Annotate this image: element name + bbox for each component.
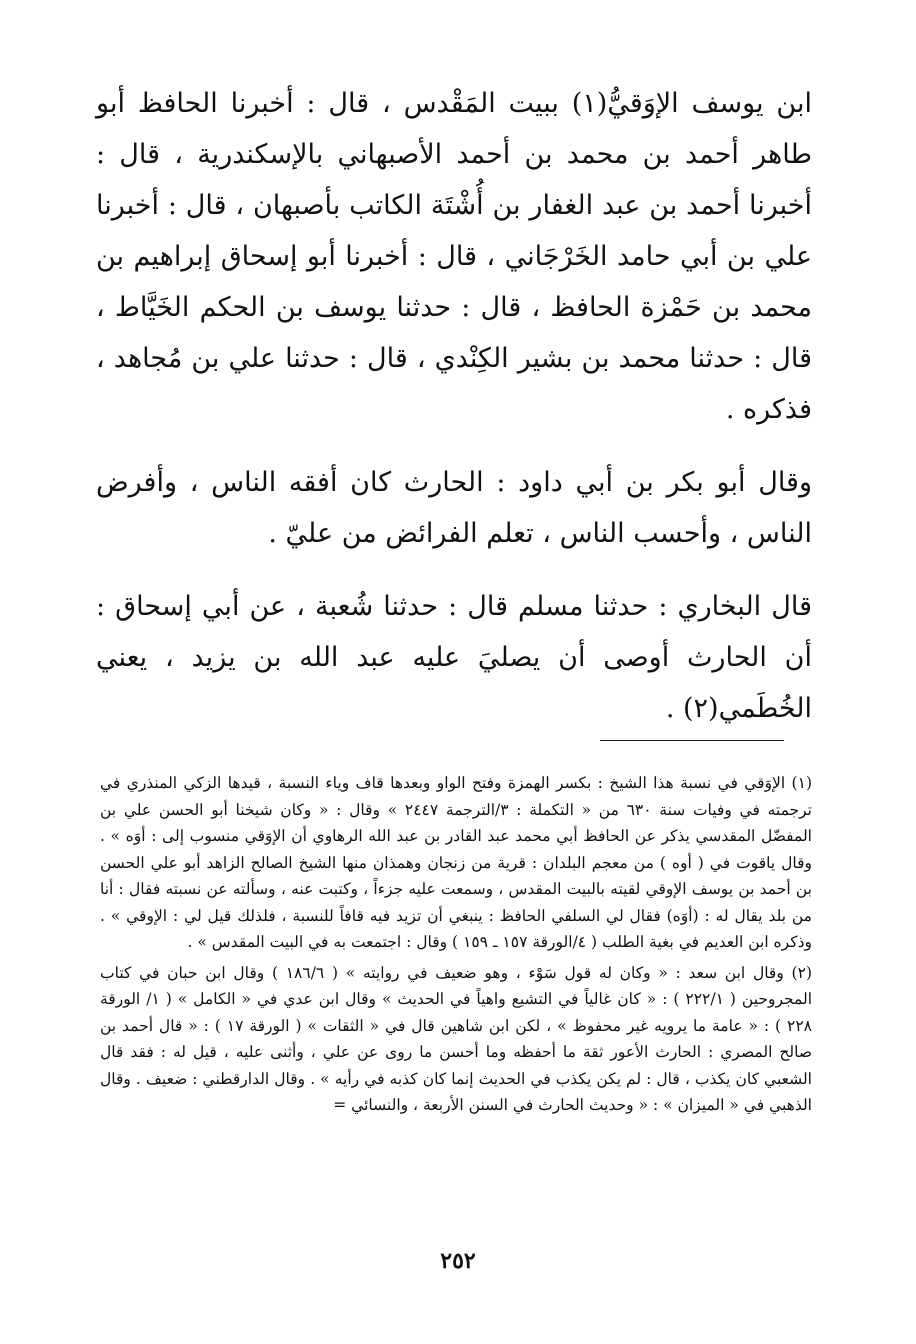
main-text [96,78,812,734]
paragraph-abu-bakr-quote: وقال أبو بكر بن أبي داود : الحارث كان أفقه الناس ، وأفرض الناس ، وأحسب الناس ، تعلم الفرائض من عليّ . [96,467,812,549]
paragraph-bukhari-report: قال البخاري : حدثنا مسلم قال : حدثنا شُعبة ، عن أبي إسحاق : أن الحارث أوصى أن يصليَ عليه عبد الله بن يزيد ، يعني الخُطَمي(٢) . [96,591,812,724]
footnote-2: (٢) وقال ابن سعد : « وكان له قول سَوْء ، وهو ضعيف في روايته » ( ١٨٦/٦ ) وقال ابن حبان في كتاب المجروحين ( ٢٢٢/١ ) : « كان غالياً في التشيع واهياً في الحديث » وقال ابن عدي في « الكامل » ( ١/ الورقة ٢٢٨ ) : « عامة ما يرويه غير محفوظ » ، لكن ابن شاهين قال في « الثقات » ( الورقة ١٧ ) : « قال أحمد بن صالح المصري : الحارث الأعور ثقة ما أحفظه وما أحسن ما روى عن علي ، وأثنى عليه ، قيل له : فقد قال الشعبي كان يكذب ، قال : لم يكن يكذب في الحديث إنما كان كذبه في رأيه » . وقال الدارقطني : ضعيف . وقال الذهبي في « الميزان » : « وحديث الحارث في السنن الأربعة ، والنسائي = [100,963,813,1114]
footnotes [100,770,812,1119]
footnote-divider [600,740,784,741]
page-number: ٢٥٢ [440,1248,476,1274]
paragraph-isnad: ابن يوسف الإوَقيُّ(١) ببيت المَقْدس ، قال : أخبرنا الحافظ أبو طاهر أحمد بن محمد بن أحمد الأصبهاني بالإسكندرية ، قال : أخبرنا أحمد بن عبد الغفار بن أُشْتَة الكاتب بأصبهان ، قال : أخبرنا علي بن أبي حامد الخَرْجَاني ، قال : أخبرنا أبو إسحاق إبراهيم بن محمد بن حَمْزة الحافظ ، قال : حدثنا يوسف بن الحكم الخَيَّاط ، قال : حدثنا محمد بن بشير الكِنْدي ، قال : حدثنا علي بن مُجاهد ، فذكره . [96,88,812,425]
footnote-1: (١) الإوَقي في نسبة هذا الشيخ : بكسر الهمزة وفتح الواو وبعدها قاف وياء النسبة ، قيدها الزكي المنذري في ترجمته في وفيات سنة ٦٣٠ من « التكملة : ٣/الترجمة ٢٤٤٧ » وقال : « وكان شيخنا أبو الحسن علي بن المفضّل المقدسي يذكر عن الحافظ أبي محمد عبد القادر بن عبد الله الرهاوي أن الإوَقي منسوب إلى : أوَه » . وقال ياقوت في ( أوه ) من معجم البلدان : قرية من زنجان وهمذان منها الشيخ الصالح الزاهد أبو علي الحسن بن أحمد بن يوسف الإوقي لقيته بالبيت المقدس ، وسمعت عليه جزءاً ، وكتبت عنه ، وسألته عن نسبته فقال : أنا من بلد يقال له : (أوَه) فقال لي السلفي الحافظ : ينبغي أن تزيد فيه قافاً للنسبة ، فلذلك قيل لي : الإوقي » . وذكره ابن العديم في بغية الطلب ( ٤/الورقة ١٥٧ ـ ١٥٩ ) وقال : اجتمعت به في البيت المقدس » . [100,774,812,951]
